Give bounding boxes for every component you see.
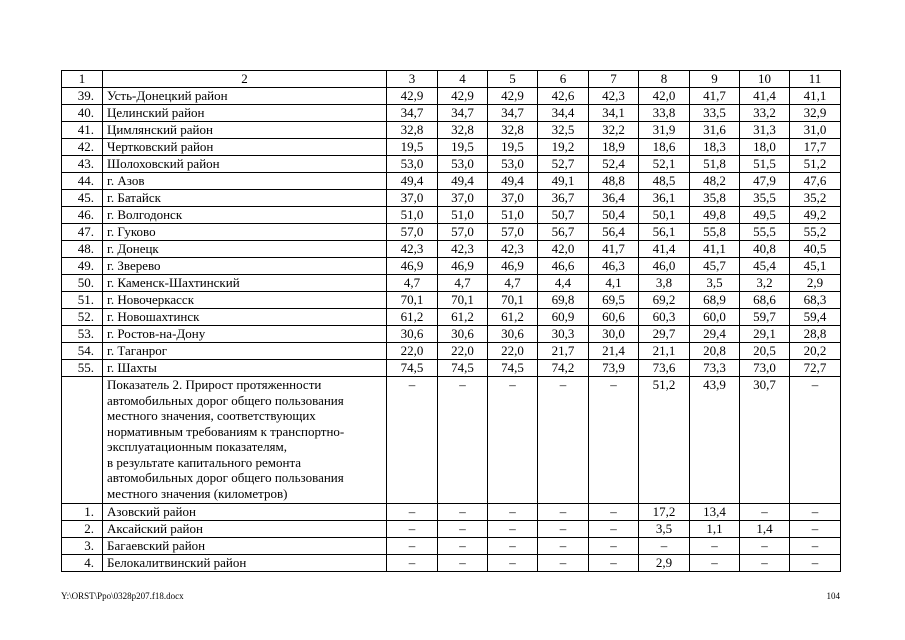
- value-cell: 4,7: [387, 275, 438, 292]
- indicator-title-line: нормативным требованиям к транспортно-: [107, 423, 345, 439]
- table-row: [62, 521, 841, 538]
- value-cell: 20,2: [790, 343, 841, 360]
- header-cell: 3: [387, 71, 438, 88]
- value-cell: 51,2: [790, 156, 841, 173]
- value-cell: 48,2: [690, 173, 740, 190]
- value-cell: 49,2: [790, 207, 841, 224]
- value-cell: 20,8: [690, 343, 740, 360]
- footer-file-path: Y:\ORST\Ppo\0328p207.f18.docx: [61, 591, 184, 601]
- value-cell: 68,9: [690, 292, 740, 309]
- value-cell: 74,2: [538, 360, 589, 377]
- value-cell: 74,5: [387, 360, 438, 377]
- indicator-title-line: в результате капитального ремонта: [107, 454, 302, 470]
- row-name: г. Каменск-Шахтинский: [103, 275, 387, 292]
- value-cell: 17,7: [790, 139, 841, 156]
- value-cell: 21,7: [538, 343, 589, 360]
- value-cell: 40,5: [790, 241, 841, 258]
- value-cell: 52,1: [639, 156, 690, 173]
- table-row: [62, 292, 841, 309]
- value-cell: 2,9: [790, 275, 841, 292]
- row-name: Белокалитвинский район: [103, 555, 387, 572]
- indicator-title-line: местного значения (километров): [107, 485, 288, 501]
- value-cell: 74,5: [488, 360, 538, 377]
- value-cell: –: [438, 555, 488, 572]
- row-number: 48.: [62, 241, 103, 258]
- row-number: 43.: [62, 156, 103, 173]
- value-cell: 35,5: [740, 190, 790, 207]
- value-cell: 41,4: [740, 88, 790, 105]
- row-number: 53.: [62, 326, 103, 343]
- table-row: [62, 258, 841, 275]
- value-cell: 36,7: [538, 190, 589, 207]
- value-cell: 19,2: [538, 139, 589, 156]
- value-cell: –: [740, 538, 790, 555]
- value-cell: 59,4: [790, 309, 841, 326]
- row-name: Аксайский район: [103, 521, 387, 538]
- value-cell: 18,3: [690, 139, 740, 156]
- value-cell: 1,1: [690, 521, 740, 538]
- value-cell: –: [488, 555, 538, 572]
- indicator-value-cell: 30,7: [740, 377, 790, 504]
- value-cell: 73,0: [740, 360, 790, 377]
- value-cell: 4,4: [538, 275, 589, 292]
- value-cell: 47,6: [790, 173, 841, 190]
- row-name: Шолоховский район: [103, 156, 387, 173]
- value-cell: 13,4: [690, 504, 740, 521]
- header-row: [62, 71, 841, 88]
- row-name: Чертковский район: [103, 139, 387, 156]
- value-cell: 22,0: [387, 343, 438, 360]
- value-cell: 46,3: [589, 258, 639, 275]
- value-cell: 18,0: [740, 139, 790, 156]
- row-number: 49.: [62, 258, 103, 275]
- row-name: Целинский район: [103, 105, 387, 122]
- value-cell: 49,8: [690, 207, 740, 224]
- value-cell: 51,0: [387, 207, 438, 224]
- table-row: [62, 173, 841, 190]
- indicator-value-cell: 51,2: [639, 377, 690, 504]
- value-cell: –: [387, 555, 438, 572]
- value-cell: –: [387, 504, 438, 521]
- row-number: 1.: [62, 504, 103, 521]
- value-cell: 32,5: [538, 122, 589, 139]
- row-name: г. Батайск: [103, 190, 387, 207]
- value-cell: 56,7: [538, 224, 589, 241]
- value-cell: –: [438, 521, 488, 538]
- header-cell: 9: [690, 71, 740, 88]
- indicator-title-line: автомобильных дорог общего пользования: [107, 392, 344, 408]
- value-cell: 46,0: [639, 258, 690, 275]
- value-cell: –: [740, 555, 790, 572]
- indicator-title-line: автомобильных дорог общего пользования: [107, 470, 344, 485]
- indicator-row: [62, 377, 841, 504]
- value-cell: –: [538, 555, 589, 572]
- value-cell: 45,1: [790, 258, 841, 275]
- value-cell: 55,5: [740, 224, 790, 241]
- row-number: 51.: [62, 292, 103, 309]
- value-cell: 34,7: [488, 105, 538, 122]
- value-cell: 19,5: [488, 139, 538, 156]
- value-cell: –: [589, 555, 639, 572]
- table-row: [62, 139, 841, 156]
- value-cell: 3,5: [690, 275, 740, 292]
- value-cell: 34,4: [538, 105, 589, 122]
- value-cell: 48,5: [639, 173, 690, 190]
- value-cell: 57,0: [438, 224, 488, 241]
- value-cell: 46,9: [387, 258, 438, 275]
- value-cell: 57,0: [488, 224, 538, 241]
- value-cell: 69,8: [538, 292, 589, 309]
- table-row: [62, 360, 841, 377]
- indicator-number-cell: [62, 377, 103, 504]
- value-cell: 21,1: [639, 343, 690, 360]
- value-cell: 42,9: [438, 88, 488, 105]
- value-cell: 18,9: [589, 139, 639, 156]
- value-cell: 55,8: [690, 224, 740, 241]
- value-cell: 3,5: [639, 521, 690, 538]
- value-cell: 33,5: [690, 105, 740, 122]
- value-cell: 31,3: [740, 122, 790, 139]
- indicator-value-cell: –: [387, 377, 438, 504]
- value-cell: 73,3: [690, 360, 740, 377]
- value-cell: 3,2: [740, 275, 790, 292]
- value-cell: 70,1: [488, 292, 538, 309]
- indicator-value-cell: 43,9: [690, 377, 740, 504]
- value-cell: 42,9: [387, 88, 438, 105]
- value-cell: 59,7: [740, 309, 790, 326]
- value-cell: 2,9: [639, 555, 690, 572]
- row-name: г. Донецк: [103, 241, 387, 258]
- value-cell: 32,9: [790, 105, 841, 122]
- value-cell: 34,7: [438, 105, 488, 122]
- value-cell: 20,5: [740, 343, 790, 360]
- value-cell: –: [790, 504, 841, 521]
- row-number: 4.: [62, 555, 103, 572]
- value-cell: –: [740, 504, 790, 521]
- value-cell: 33,8: [639, 105, 690, 122]
- value-cell: –: [488, 504, 538, 521]
- row-name: г. Азов: [103, 173, 387, 190]
- value-cell: 60,9: [538, 309, 589, 326]
- value-cell: 49,1: [538, 173, 589, 190]
- row-name: г. Ростов-на-Дону: [103, 326, 387, 343]
- value-cell: 19,5: [438, 139, 488, 156]
- value-cell: 51,8: [690, 156, 740, 173]
- table-row: [62, 241, 841, 258]
- value-cell: 55,2: [790, 224, 841, 241]
- row-number: 46.: [62, 207, 103, 224]
- value-cell: 53,0: [387, 156, 438, 173]
- row-name: Багаевский район: [103, 538, 387, 555]
- value-cell: 37,0: [387, 190, 438, 207]
- value-cell: 33,2: [740, 105, 790, 122]
- value-cell: 4,7: [438, 275, 488, 292]
- table-row: [62, 207, 841, 224]
- value-cell: 61,2: [488, 309, 538, 326]
- value-cell: 70,1: [387, 292, 438, 309]
- value-cell: 30,3: [538, 326, 589, 343]
- value-cell: 3,8: [639, 275, 690, 292]
- value-cell: –: [488, 538, 538, 555]
- value-cell: 46,6: [538, 258, 589, 275]
- header-cell: 6: [538, 71, 589, 88]
- value-cell: 1,4: [740, 521, 790, 538]
- indicator-value-cell: –: [790, 377, 841, 504]
- value-cell: 31,6: [690, 122, 740, 139]
- value-cell: 29,4: [690, 326, 740, 343]
- value-cell: 68,6: [740, 292, 790, 309]
- indicator-value-cell: –: [589, 377, 639, 504]
- value-cell: 42,3: [488, 241, 538, 258]
- value-cell: 42,9: [488, 88, 538, 105]
- value-cell: 51,5: [740, 156, 790, 173]
- value-cell: 42,3: [387, 241, 438, 258]
- value-cell: 32,8: [438, 122, 488, 139]
- row-number: 41.: [62, 122, 103, 139]
- value-cell: –: [438, 504, 488, 521]
- row-name: г. Новочеркасск: [103, 292, 387, 309]
- row-number: 54.: [62, 343, 103, 360]
- indicator-title: [103, 377, 387, 504]
- value-cell: 29,1: [740, 326, 790, 343]
- value-cell: 49,5: [740, 207, 790, 224]
- row-name: Цимлянский район: [103, 122, 387, 139]
- value-cell: 45,4: [740, 258, 790, 275]
- header-cell: 10: [740, 71, 790, 88]
- row-name: Азовский район: [103, 504, 387, 521]
- indicator-value-cell: –: [538, 377, 589, 504]
- row-number: 52.: [62, 309, 103, 326]
- value-cell: 61,2: [438, 309, 488, 326]
- value-cell: 45,7: [690, 258, 740, 275]
- table-row: [62, 88, 841, 105]
- value-cell: 49,4: [387, 173, 438, 190]
- value-cell: 56,4: [589, 224, 639, 241]
- value-cell: 41,1: [790, 88, 841, 105]
- header-cell: 2: [103, 71, 387, 88]
- value-cell: 41,7: [589, 241, 639, 258]
- value-cell: 70,1: [438, 292, 488, 309]
- header-cell: 8: [639, 71, 690, 88]
- value-cell: 60,0: [690, 309, 740, 326]
- value-cell: 37,0: [438, 190, 488, 207]
- value-cell: 34,7: [387, 105, 438, 122]
- value-cell: 53,0: [438, 156, 488, 173]
- table-row: [62, 105, 841, 122]
- value-cell: 31,9: [639, 122, 690, 139]
- value-cell: 22,0: [488, 343, 538, 360]
- value-cell: 37,0: [488, 190, 538, 207]
- value-cell: 52,4: [589, 156, 639, 173]
- value-cell: 50,7: [538, 207, 589, 224]
- value-cell: 21,4: [589, 343, 639, 360]
- value-cell: 49,4: [438, 173, 488, 190]
- value-cell: –: [690, 555, 740, 572]
- value-cell: 32,8: [488, 122, 538, 139]
- value-cell: 30,6: [488, 326, 538, 343]
- header-cell: 5: [488, 71, 538, 88]
- value-cell: 32,2: [589, 122, 639, 139]
- row-name: г. Таганрог: [103, 343, 387, 360]
- indicator-title-line: эксплуатационным показателям,: [107, 439, 288, 454]
- value-cell: 41,1: [690, 241, 740, 258]
- indicator-title-line: Показатель 2. Прирост протяженности: [107, 377, 322, 392]
- value-cell: 68,3: [790, 292, 841, 309]
- table-row: [62, 326, 841, 343]
- value-cell: 74,5: [438, 360, 488, 377]
- value-cell: 31,0: [790, 122, 841, 139]
- value-cell: 30,6: [438, 326, 488, 343]
- value-cell: 46,9: [438, 258, 488, 275]
- value-cell: –: [589, 504, 639, 521]
- row-number: 40.: [62, 105, 103, 122]
- value-cell: 69,2: [639, 292, 690, 309]
- row-number: 55.: [62, 360, 103, 377]
- value-cell: 35,2: [790, 190, 841, 207]
- row-number: 50.: [62, 275, 103, 292]
- value-cell: 35,8: [690, 190, 740, 207]
- value-cell: 73,9: [589, 360, 639, 377]
- value-cell: 4,1: [589, 275, 639, 292]
- value-cell: 32,8: [387, 122, 438, 139]
- value-cell: 50,1: [639, 207, 690, 224]
- value-cell: –: [387, 538, 438, 555]
- value-cell: 56,1: [639, 224, 690, 241]
- table-row: [62, 555, 841, 572]
- value-cell: –: [790, 538, 841, 555]
- row-number: 39.: [62, 88, 103, 105]
- row-number: 3.: [62, 538, 103, 555]
- value-cell: 17,2: [639, 504, 690, 521]
- value-cell: 61,2: [387, 309, 438, 326]
- value-cell: 72,7: [790, 360, 841, 377]
- value-cell: 36,1: [639, 190, 690, 207]
- table-row: [62, 122, 841, 139]
- value-cell: –: [538, 538, 589, 555]
- value-cell: 41,4: [639, 241, 690, 258]
- row-number: 2.: [62, 521, 103, 538]
- value-cell: –: [790, 521, 841, 538]
- row-name: г. Новошахтинск: [103, 309, 387, 326]
- table-row: [62, 504, 841, 521]
- row-number: 42.: [62, 139, 103, 156]
- value-cell: 29,7: [639, 326, 690, 343]
- header-cell: 11: [790, 71, 841, 88]
- value-cell: 51,0: [438, 207, 488, 224]
- table-row: [62, 190, 841, 207]
- row-number: 47.: [62, 224, 103, 241]
- value-cell: 60,3: [639, 309, 690, 326]
- value-cell: 69,5: [589, 292, 639, 309]
- value-cell: 52,7: [538, 156, 589, 173]
- table-row: [62, 156, 841, 173]
- data-table: [61, 70, 841, 572]
- row-number: 44.: [62, 173, 103, 190]
- row-name: Усть-Донецкий район: [103, 88, 387, 105]
- value-cell: 47,9: [740, 173, 790, 190]
- value-cell: 34,1: [589, 105, 639, 122]
- value-cell: 42,3: [589, 88, 639, 105]
- value-cell: –: [690, 538, 740, 555]
- indicator-value-cell: –: [488, 377, 538, 504]
- indicator-value-cell: –: [438, 377, 488, 504]
- value-cell: 22,0: [438, 343, 488, 360]
- value-cell: 28,8: [790, 326, 841, 343]
- value-cell: 49,4: [488, 173, 538, 190]
- header-cell: 4: [438, 71, 488, 88]
- table-row: [62, 309, 841, 326]
- value-cell: –: [589, 521, 639, 538]
- row-name: г. Гуково: [103, 224, 387, 241]
- value-cell: 41,7: [690, 88, 740, 105]
- indicator-title-line: местного значения, соответствующих: [107, 408, 316, 423]
- page-number: 104: [826, 591, 840, 601]
- value-cell: –: [538, 504, 589, 521]
- row-name: г. Шахты: [103, 360, 387, 377]
- table-row: [62, 224, 841, 241]
- value-cell: 51,0: [488, 207, 538, 224]
- value-cell: 73,6: [639, 360, 690, 377]
- table-row: [62, 275, 841, 292]
- value-cell: 18,6: [639, 139, 690, 156]
- row-number: 45.: [62, 190, 103, 207]
- row-name: г. Волгодонск: [103, 207, 387, 224]
- table-row: [62, 538, 841, 555]
- header-cell: 1: [62, 71, 103, 88]
- value-cell: –: [387, 521, 438, 538]
- value-cell: 30,0: [589, 326, 639, 343]
- value-cell: 36,4: [589, 190, 639, 207]
- value-cell: 60,6: [589, 309, 639, 326]
- value-cell: 19,5: [387, 139, 438, 156]
- value-cell: 42,0: [639, 88, 690, 105]
- value-cell: 57,0: [387, 224, 438, 241]
- value-cell: –: [589, 538, 639, 555]
- value-cell: 4,7: [488, 275, 538, 292]
- value-cell: 30,6: [387, 326, 438, 343]
- value-cell: 53,0: [488, 156, 538, 173]
- value-cell: 42,6: [538, 88, 589, 105]
- value-cell: 46,9: [488, 258, 538, 275]
- value-cell: 42,3: [438, 241, 488, 258]
- value-cell: –: [790, 555, 841, 572]
- value-cell: –: [538, 521, 589, 538]
- row-name: г. Зверево: [103, 258, 387, 275]
- value-cell: 42,0: [538, 241, 589, 258]
- header-cell: 7: [589, 71, 639, 88]
- value-cell: –: [438, 538, 488, 555]
- table-row: [62, 343, 841, 360]
- value-cell: –: [488, 521, 538, 538]
- value-cell: 50,4: [589, 207, 639, 224]
- value-cell: –: [639, 538, 690, 555]
- value-cell: 48,8: [589, 173, 639, 190]
- value-cell: 40,8: [740, 241, 790, 258]
